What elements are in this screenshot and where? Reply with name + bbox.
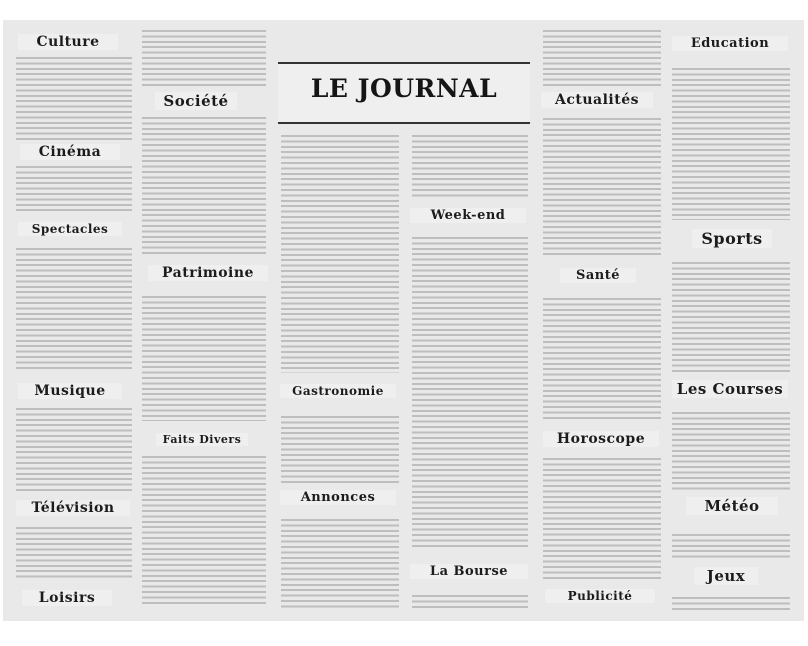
heading-television: Télévision bbox=[16, 500, 130, 516]
heading-patrimoine: Patrimoine bbox=[148, 265, 268, 281]
heading-sante: Santé bbox=[560, 268, 636, 283]
heading-spectacles: Spectacles bbox=[18, 222, 122, 236]
masthead-title: LE JOURNAL bbox=[310, 74, 498, 103]
heading-culture: Culture bbox=[18, 34, 118, 50]
text-block bbox=[412, 237, 528, 547]
heading-sports: Sports bbox=[692, 229, 772, 248]
text-block bbox=[16, 248, 132, 372]
heading-la-bourse: La Bourse bbox=[410, 564, 528, 579]
masthead bbox=[278, 62, 530, 124]
text-block bbox=[543, 118, 661, 258]
text-block bbox=[142, 30, 266, 88]
text-block bbox=[672, 412, 790, 492]
heading-meteo: Météo bbox=[686, 497, 778, 515]
heading-societe: Société bbox=[155, 92, 237, 110]
text-block bbox=[16, 166, 132, 214]
heading-loisirs: Loisirs bbox=[22, 590, 112, 606]
heading-jeux: Jeux bbox=[694, 567, 758, 585]
text-block bbox=[412, 595, 528, 609]
heading-les-courses: Les Courses bbox=[672, 380, 788, 398]
text-block bbox=[672, 262, 790, 372]
heading-faits-divers: Faits Divers bbox=[156, 433, 248, 446]
text-block bbox=[142, 456, 266, 606]
text-block bbox=[543, 298, 661, 420]
heading-musique: Musique bbox=[18, 383, 122, 399]
heading-education: Education bbox=[672, 36, 788, 51]
text-block bbox=[543, 458, 661, 580]
heading-cinema: Cinéma bbox=[20, 144, 120, 160]
text-block bbox=[16, 408, 132, 492]
text-block bbox=[672, 597, 790, 611]
heading-publicite: Publicité bbox=[545, 589, 655, 603]
text-block bbox=[142, 117, 266, 255]
text-block bbox=[142, 296, 266, 421]
text-block bbox=[16, 527, 132, 579]
text-block bbox=[281, 135, 399, 373]
text-block bbox=[672, 534, 790, 560]
text-block bbox=[16, 57, 132, 141]
heading-week-end: Week-end bbox=[410, 208, 526, 223]
text-block bbox=[672, 68, 790, 220]
heading-gastronomie: Gastronomie bbox=[280, 384, 396, 398]
text-block bbox=[543, 30, 661, 86]
heading-horoscope: Horoscope bbox=[543, 431, 659, 447]
text-block bbox=[412, 135, 528, 197]
text-block bbox=[281, 416, 399, 484]
heading-annonces: Annonces bbox=[280, 490, 396, 505]
heading-actualites: Actualités bbox=[541, 92, 653, 108]
text-block bbox=[281, 519, 399, 611]
